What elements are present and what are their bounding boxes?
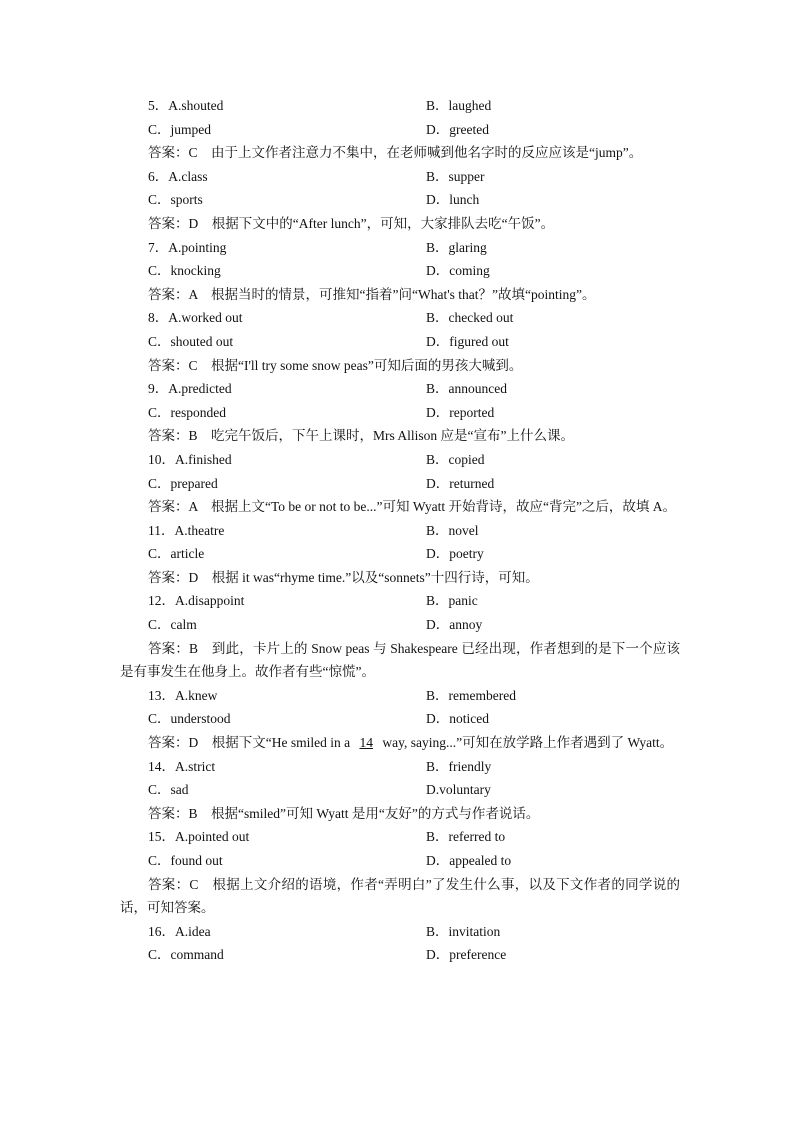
option-row xyxy=(120,707,680,731)
answer-label: 答案： xyxy=(148,145,189,161)
answer-text: D 根据下文中的“After lunch”，可知，大家排队去吃“午饭”。 xyxy=(188,215,555,231)
option-row xyxy=(120,684,680,708)
option-row xyxy=(120,401,680,425)
option-row xyxy=(120,943,680,967)
option-c: C．sports xyxy=(148,192,203,208)
option-a: 10．A.finished xyxy=(148,451,232,467)
option-row xyxy=(120,589,680,613)
option-b: B．laughed xyxy=(426,98,492,113)
answer-line xyxy=(120,424,680,448)
option-b: B．novel xyxy=(426,522,479,538)
option-c: C．responded xyxy=(148,404,226,420)
option-row xyxy=(120,118,680,142)
answer-label: 答案： xyxy=(148,357,189,373)
option-d: D．reported xyxy=(426,404,495,420)
option-row xyxy=(120,542,680,566)
option-a: 12．A.disappoint xyxy=(148,593,245,609)
option-a: 13．A.knew xyxy=(148,687,218,703)
question-list xyxy=(120,94,680,967)
option-c: C．article xyxy=(148,546,205,562)
answer-label: 答案： xyxy=(148,428,189,444)
option-row xyxy=(120,778,680,802)
answer-line xyxy=(120,495,680,519)
option-a: 16．A.idea xyxy=(148,923,211,939)
answer-text: B 根据“smiled”可知 Wyatt 是用“友好”的方式与作者说话。 xyxy=(188,805,540,821)
answer-line xyxy=(120,354,680,378)
answer-text-continued: way, saying...”可知在放学路上作者遇到了 Wyatt。 xyxy=(378,735,674,751)
option-c: C．found out xyxy=(148,853,223,868)
option-row xyxy=(120,377,680,401)
option-row xyxy=(120,519,680,543)
option-a: 14．A.strict xyxy=(148,758,216,774)
answer-text: B 到此，卡片上的 Snow peas 与 Shakespeare 已经出现，作者想到的是下一个应该是有事发生在他身上。故作者有些“惊慌”。 xyxy=(120,640,681,680)
option-c: C．knocking xyxy=(148,263,221,279)
answer-text: B 吃完午饭后，下午上课时，Mrs Allison 应是“宣布”上什么课。 xyxy=(188,428,575,444)
option-row xyxy=(120,94,680,118)
blank-number: 14 xyxy=(359,735,373,751)
answer-text: A 根据当时的情景，可推知“指着”问“What's that？”故填“pointing”。 xyxy=(188,286,596,302)
option-c: C．understood xyxy=(148,711,231,727)
answer-line xyxy=(120,212,680,236)
answer-label: 答案： xyxy=(148,215,189,231)
option-d: D．annoy xyxy=(426,617,483,633)
option-b: B．referred to xyxy=(426,829,506,845)
answer-label: 答案： xyxy=(148,286,189,302)
option-b: B．invitation xyxy=(426,923,501,939)
option-d: D．poetry xyxy=(426,546,484,562)
option-row xyxy=(120,330,680,354)
option-row xyxy=(120,236,680,260)
answer-label: 答案： xyxy=(148,735,189,751)
answer-line xyxy=(120,637,680,684)
option-row xyxy=(120,259,680,283)
option-c: C．sad xyxy=(148,782,189,798)
option-b: B．remembered xyxy=(426,687,516,703)
option-b: B．glaring xyxy=(426,239,487,255)
answer-label: 答案： xyxy=(148,805,189,821)
option-row xyxy=(120,849,680,873)
option-a: 7．A.pointing xyxy=(148,239,227,255)
option-d: D．figured out xyxy=(426,333,509,349)
option-b: B．announced xyxy=(426,381,507,397)
option-a: 8．A.worked out xyxy=(148,310,243,326)
option-b: B．friendly xyxy=(426,758,492,774)
option-c: C．shouted out xyxy=(148,333,234,349)
answer-line xyxy=(120,141,680,165)
option-c: C．prepared xyxy=(148,475,218,491)
option-row xyxy=(120,920,680,944)
option-d: D．lunch xyxy=(426,192,480,208)
option-d: D．preference xyxy=(426,947,507,963)
option-d: D．coming xyxy=(426,263,490,279)
answer-line xyxy=(120,873,680,920)
option-row xyxy=(120,613,680,637)
option-d: D．returned xyxy=(426,475,495,491)
answer-text: C 根据上文介绍的语境，作者“弄明白”了发生什么事，以及下文作者的同学说的话，可知答案。 xyxy=(120,876,680,916)
option-b: B．panic xyxy=(426,593,478,609)
answer-label: 答案： xyxy=(148,876,190,892)
answer-text: A 根据上文“To be or not to be...”可知 Wyatt 开始背诗，故应“背完”之后，故填 A。 xyxy=(188,499,677,515)
option-a: 9．A.predicted xyxy=(148,381,232,397)
answer-line xyxy=(120,802,680,826)
answer-text: D 根据 it was“rhyme time.”以及“sonnets”十四行诗，可知。 xyxy=(188,569,539,585)
option-c: C．jumped xyxy=(148,121,211,137)
answer-label: 答案： xyxy=(148,640,190,656)
option-c: C．calm xyxy=(148,617,197,633)
option-b: B．copied xyxy=(426,451,485,467)
option-row xyxy=(120,755,680,779)
option-row xyxy=(120,165,680,189)
option-a: 5．A.shouted xyxy=(148,98,224,113)
option-a: 11．A.theatre xyxy=(148,522,225,538)
option-a: 15．A.pointed out xyxy=(148,829,250,845)
answer-label: 答案： xyxy=(148,499,189,515)
option-d: D．appealed to xyxy=(426,853,512,868)
option-row xyxy=(120,306,680,330)
option-d: D．greeted xyxy=(426,121,489,137)
option-a: 6．A.class xyxy=(148,168,208,184)
option-row xyxy=(120,472,680,496)
answer-line xyxy=(120,566,680,590)
answer-line xyxy=(120,731,680,755)
answer-text: C 根据“I'll try some snow peas”可知后面的男孩大喊到。 xyxy=(188,357,523,373)
option-row xyxy=(120,825,680,849)
option-row xyxy=(120,188,680,212)
option-d: D．noticed xyxy=(426,711,489,727)
option-d: D.voluntary xyxy=(426,782,491,798)
answer-line xyxy=(120,283,680,307)
option-b: B．checked out xyxy=(426,310,514,326)
option-row xyxy=(120,448,680,472)
option-b: B．supper xyxy=(426,168,485,184)
answer-text: D 根据下文“He smiled in a xyxy=(188,735,354,751)
answer-label: 答案： xyxy=(148,569,189,585)
option-c: C．command xyxy=(148,947,224,963)
answer-text: C 由于上文作者注意力不集中，在老师喊到他名字时的反应应该是“jump”。 xyxy=(188,145,643,161)
